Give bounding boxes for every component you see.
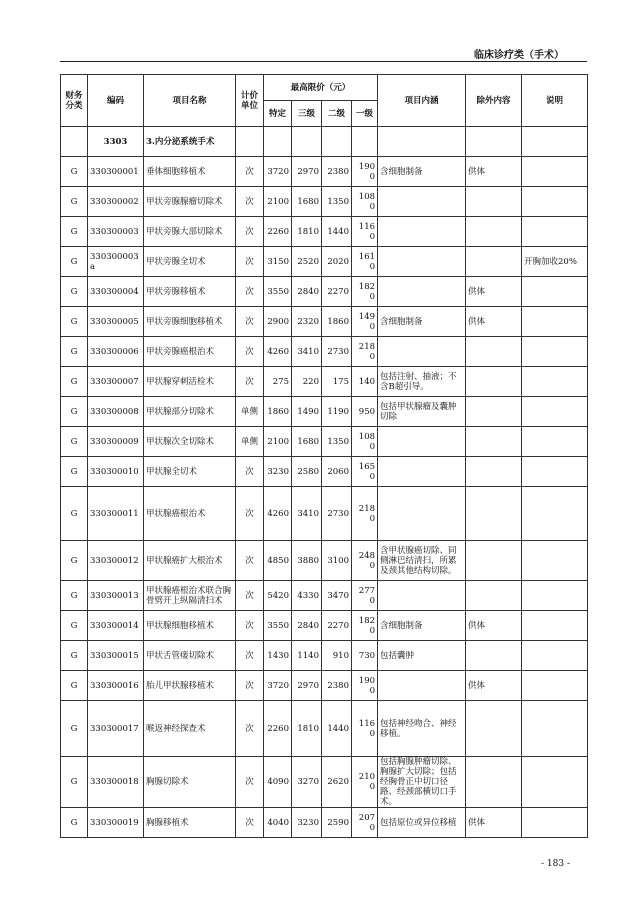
code-cell: 330300016 — [88, 671, 144, 701]
price-level1-cell: 2480 — [352, 541, 378, 581]
notes-cell — [522, 541, 588, 581]
code-cell: 330300003 — [88, 217, 144, 247]
notes-cell — [522, 187, 588, 217]
price-level2-cell: 2620 — [322, 757, 352, 808]
excluded-cell: 供体 — [466, 611, 522, 641]
content-cell — [378, 247, 466, 277]
code-cell: 330300018 — [88, 757, 144, 808]
price-level2-cell: 1440 — [322, 217, 352, 247]
price-level2-cell: 2270 — [322, 611, 352, 641]
header-level1: 一级 — [352, 101, 378, 127]
notes-cell — [522, 701, 588, 757]
excluded-cell — [466, 367, 522, 397]
excluded-cell: 供体 — [466, 277, 522, 307]
category-cell: G — [61, 187, 88, 217]
name-cell: 甲状旁腺癌根治术 — [144, 337, 236, 367]
table-row — [61, 427, 588, 457]
notes-cell — [522, 217, 588, 247]
price-level3-cell: 2840 — [292, 277, 322, 307]
code-cell: 330300001 — [88, 157, 144, 187]
price-level2-cell: 2730 — [322, 337, 352, 367]
header-level3: 三级 — [292, 101, 322, 127]
excluded-cell — [466, 757, 522, 808]
header-price-group: 最高限价（元） — [264, 75, 378, 101]
unit-cell: 次 — [236, 641, 264, 671]
excluded-cell — [466, 701, 522, 757]
price-special-cell: 3550 — [264, 611, 292, 641]
price-level3-cell: 1490 — [292, 397, 322, 427]
notes-cell — [522, 487, 588, 541]
price-special-cell: 4040 — [264, 808, 292, 838]
code-cell: 330300002 — [88, 187, 144, 217]
price-special-cell: 2900 — [264, 307, 292, 337]
table-row — [61, 671, 588, 701]
price-level3-cell: 2840 — [292, 611, 322, 641]
category-cell: G — [61, 397, 88, 427]
notes-cell — [522, 808, 588, 838]
price-level3-cell: 2520 — [292, 247, 322, 277]
page-number: - 183 - — [541, 859, 570, 869]
excluded-cell — [466, 187, 522, 217]
notes-cell — [522, 611, 588, 641]
unit-cell: 次 — [236, 337, 264, 367]
notes-cell — [522, 671, 588, 701]
price-level3-cell: 1140 — [292, 641, 322, 671]
content-cell — [378, 487, 466, 541]
name-cell: 甲状旁腺腺瘤切除术 — [144, 187, 236, 217]
content-cell: 包括注射、抽液；不含B超引导。 — [378, 367, 466, 397]
name-cell: 甲状腺细胞移植术 — [144, 611, 236, 641]
code-cell: 330300015 — [88, 641, 144, 671]
price-level3-cell: 2580 — [292, 457, 322, 487]
price-special-cell: 4090 — [264, 757, 292, 808]
name-cell: 喉返神经探查术 — [144, 701, 236, 757]
price-level1-cell: 1080 — [352, 427, 378, 457]
price-level2-cell: 1350 — [322, 187, 352, 217]
price-level3-cell: 1810 — [292, 701, 322, 757]
price-special-cell: 4260 — [264, 487, 292, 541]
price-level3-cell: 1810 — [292, 217, 322, 247]
price-level1-cell: 730 — [352, 641, 378, 671]
name-cell: 甲状腺癌扩大根治术 — [144, 541, 236, 581]
notes-cell — [522, 397, 588, 427]
price-special-cell: 4850 — [264, 541, 292, 581]
table-row — [61, 337, 588, 367]
code-cell: 330300004 — [88, 277, 144, 307]
price-level3-cell: 4330 — [292, 581, 322, 611]
unit-cell: 次 — [236, 217, 264, 247]
notes-cell — [522, 277, 588, 307]
price-level3-cell: 2970 — [292, 157, 322, 187]
unit-cell: 次 — [236, 757, 264, 808]
excluded-cell: 供体 — [466, 671, 522, 701]
notes-cell — [522, 757, 588, 808]
excluded-cell — [466, 247, 522, 277]
price-level2-cell: 1440 — [322, 701, 352, 757]
table-row — [61, 611, 588, 641]
price-level1-cell: 2180 — [352, 487, 378, 541]
category-cell: G — [61, 487, 88, 541]
price-special-cell: 2260 — [264, 217, 292, 247]
code-cell: 330300012 — [88, 541, 144, 581]
table-row — [61, 367, 588, 397]
price-special-cell: 3150 — [264, 247, 292, 277]
unit-cell: 单侧 — [236, 397, 264, 427]
unit-cell: 次 — [236, 457, 264, 487]
table-row — [61, 701, 588, 757]
price-level1-cell: 140 — [352, 367, 378, 397]
unit-cell: 次 — [236, 307, 264, 337]
price-level2-cell: 1190 — [322, 397, 352, 427]
content-cell — [378, 671, 466, 701]
price-special-cell: 2260 — [264, 701, 292, 757]
price-special-cell: 1860 — [264, 397, 292, 427]
content-cell — [378, 581, 466, 611]
code-cell: 330300019 — [88, 808, 144, 838]
excluded-cell — [466, 427, 522, 457]
price-level3-cell: 3410 — [292, 487, 322, 541]
excluded-cell — [466, 337, 522, 367]
excluded-cell — [466, 641, 522, 671]
price-level3-cell: 2970 — [292, 671, 322, 701]
name-cell: 甲状腺全切术 — [144, 457, 236, 487]
category-cell: G — [61, 671, 88, 701]
excluded-cell — [466, 487, 522, 541]
code-cell: 330300013 — [88, 581, 144, 611]
table-row — [61, 247, 588, 277]
category-cell: G — [61, 808, 88, 838]
code-cell: 330300009 — [88, 427, 144, 457]
content-cell: 含细胞制备 — [378, 157, 466, 187]
name-cell: 甲状腺癌根治术联合胸骨劈开上纵隔清扫术 — [144, 581, 236, 611]
price-level3-cell: 1680 — [292, 427, 322, 457]
category-cell: G — [61, 581, 88, 611]
price-special-cell: 3720 — [264, 671, 292, 701]
unit-cell: 次 — [236, 367, 264, 397]
content-cell — [378, 187, 466, 217]
unit-cell: 次 — [236, 808, 264, 838]
price-level2-cell: 3100 — [322, 541, 352, 581]
unit-cell: 次 — [236, 701, 264, 757]
code-cell: 330300005 — [88, 307, 144, 337]
category-cell: G — [61, 641, 88, 671]
price-special-cell: 275 — [264, 367, 292, 397]
price-level1-cell: 950 — [352, 397, 378, 427]
notes-cell — [522, 641, 588, 671]
price-level3-cell: 3410 — [292, 337, 322, 367]
price-level2-cell: 2730 — [322, 487, 352, 541]
category-cell: G — [61, 457, 88, 487]
notes-cell — [522, 157, 588, 187]
table-row — [61, 641, 588, 671]
price-level1-cell: 1900 — [352, 671, 378, 701]
table-row — [61, 217, 588, 247]
section-name: 3.内分泌系统手术 — [144, 127, 236, 157]
price-level2-cell: 2380 — [322, 157, 352, 187]
code-cell: 330300008 — [88, 397, 144, 427]
category-cell: G — [61, 217, 88, 247]
price-level2-cell: 1350 — [322, 427, 352, 457]
unit-cell: 次 — [236, 157, 264, 187]
price-level1-cell: 2100 — [352, 757, 378, 808]
price-level3-cell: 220 — [292, 367, 322, 397]
price-level1-cell: 1160 — [352, 701, 378, 757]
unit-cell: 单侧 — [236, 427, 264, 457]
price-level2-cell: 1860 — [322, 307, 352, 337]
code-cell: 330300003a — [88, 247, 144, 277]
notes-cell — [522, 427, 588, 457]
header-excluded: 除外内容 — [466, 75, 522, 127]
name-cell: 胸腺移植术 — [144, 808, 236, 838]
name-cell: 甲状腺穿刺活检术 — [144, 367, 236, 397]
content-cell: 包括胸腺肿瘤切除、胸腺扩大切除；包括经胸骨正中切口径路、经颈部横切口手术。 — [378, 757, 466, 808]
price-level1-cell: 1610 — [352, 247, 378, 277]
price-level1-cell: 1650 — [352, 457, 378, 487]
price-special-cell: 3550 — [264, 277, 292, 307]
excluded-cell: 供体 — [466, 808, 522, 838]
content-cell: 包括原位或异位移植 — [378, 808, 466, 838]
notes-cell — [522, 457, 588, 487]
table-row — [61, 397, 588, 427]
name-cell: 甲状腺癌根治术 — [144, 487, 236, 541]
content-cell — [378, 337, 466, 367]
price-special-cell: 4260 — [264, 337, 292, 367]
unit-cell: 次 — [236, 671, 264, 701]
name-cell: 甲状腺部分切除术 — [144, 397, 236, 427]
content-cell: 含细胞制备 — [378, 307, 466, 337]
unit-cell: 次 — [236, 581, 264, 611]
category-cell: G — [61, 277, 88, 307]
price-level1-cell: 1490 — [352, 307, 378, 337]
unit-cell: 次 — [236, 487, 264, 541]
content-cell — [378, 457, 466, 487]
excluded-cell — [466, 457, 522, 487]
content-cell: 包括甲状腺瘤及囊肿切除 — [378, 397, 466, 427]
table-row — [61, 541, 588, 581]
price-special-cell: 2100 — [264, 427, 292, 457]
table-row — [61, 581, 588, 611]
code-cell: 330300006 — [88, 337, 144, 367]
unit-cell: 次 — [236, 277, 264, 307]
price-level3-cell: 1680 — [292, 187, 322, 217]
name-cell: 胎儿甲状腺移植术 — [144, 671, 236, 701]
category-cell: G — [61, 757, 88, 808]
excluded-cell: 供体 — [466, 157, 522, 187]
price-special-cell: 5420 — [264, 581, 292, 611]
code-cell: 330300014 — [88, 611, 144, 641]
header-content: 项目内涵 — [378, 75, 466, 127]
content-cell: 含细胞制备 — [378, 611, 466, 641]
price-special-cell: 3720 — [264, 157, 292, 187]
fee-table — [60, 74, 588, 838]
name-cell: 甲状腺次全切除术 — [144, 427, 236, 457]
content-cell — [378, 277, 466, 307]
unit-cell: 次 — [236, 541, 264, 581]
content-cell — [378, 427, 466, 457]
section-code: 3303 — [88, 127, 144, 157]
price-level1-cell: 2770 — [352, 581, 378, 611]
price-level1-cell: 1820 — [352, 277, 378, 307]
price-level2-cell: 2380 — [322, 671, 352, 701]
header-unit: 计价单位 — [236, 75, 264, 127]
price-level3-cell: 3230 — [292, 808, 322, 838]
code-cell: 330300010 — [88, 457, 144, 487]
name-cell: 垂体细胞移植术 — [144, 157, 236, 187]
category-cell: G — [61, 611, 88, 641]
header-name: 项目名称 — [144, 75, 236, 127]
price-level3-cell: 3880 — [292, 541, 322, 581]
excluded-cell — [466, 541, 522, 581]
table-row — [61, 307, 588, 337]
price-level2-cell: 910 — [322, 641, 352, 671]
category-cell: G — [61, 367, 88, 397]
name-cell: 甲状舌管瘘切除术 — [144, 641, 236, 671]
price-level2-cell: 3470 — [322, 581, 352, 611]
table-row — [61, 157, 588, 187]
code-cell: 330300017 — [88, 701, 144, 757]
unit-cell: 次 — [236, 611, 264, 641]
category-cell: G — [61, 701, 88, 757]
price-level1-cell: 1900 — [352, 157, 378, 187]
excluded-cell — [466, 217, 522, 247]
header-code: 编码 — [88, 75, 144, 127]
content-cell: 包括囊肿 — [378, 641, 466, 671]
unit-cell: 次 — [236, 187, 264, 217]
table-row — [61, 277, 588, 307]
code-cell: 330300007 — [88, 367, 144, 397]
page-header-title: 临床诊疗类（手术） — [474, 50, 564, 61]
price-level1-cell: 1820 — [352, 611, 378, 641]
category-cell: G — [61, 247, 88, 277]
name-cell: 甲状旁腺全切术 — [144, 247, 236, 277]
unit-cell: 次 — [236, 247, 264, 277]
price-level2-cell: 175 — [322, 367, 352, 397]
price-level2-cell: 2590 — [322, 808, 352, 838]
table-row — [61, 457, 588, 487]
code-cell: 330300011 — [88, 487, 144, 541]
price-special-cell: 2100 — [264, 187, 292, 217]
notes-cell — [522, 337, 588, 367]
excluded-cell — [466, 397, 522, 427]
table-row — [61, 757, 588, 808]
header-special: 特定 — [264, 101, 292, 127]
excluded-cell — [466, 581, 522, 611]
price-level1-cell: 1160 — [352, 217, 378, 247]
notes-cell — [522, 307, 588, 337]
section-row — [61, 127, 588, 157]
name-cell: 甲状旁腺移植术 — [144, 277, 236, 307]
notes-cell — [522, 367, 588, 397]
name-cell: 胸腺切除术 — [144, 757, 236, 808]
table-row — [61, 808, 588, 838]
content-cell — [378, 217, 466, 247]
price-level1-cell: 2070 — [352, 808, 378, 838]
content-cell: 包括神经吻合、神经移植。 — [378, 701, 466, 757]
header-category: 财务分类 — [61, 75, 88, 127]
excluded-cell: 供体 — [466, 307, 522, 337]
header-notes: 说明 — [522, 75, 588, 127]
notes-cell — [522, 581, 588, 611]
header-level2: 二级 — [322, 101, 352, 127]
price-level3-cell: 3270 — [292, 757, 322, 808]
price-level2-cell: 2020 — [322, 247, 352, 277]
category-cell: G — [61, 541, 88, 581]
content-cell: 含甲状腺癌切除、同侧淋巴结清扫，所累及颈其他结构切除。 — [378, 541, 466, 581]
notes-cell: 开胸加收20% — [522, 247, 588, 277]
name-cell: 甲状旁腺细胞移植术 — [144, 307, 236, 337]
name-cell: 甲状旁腺大部切除术 — [144, 217, 236, 247]
header-rule — [60, 61, 587, 62]
category-cell: G — [61, 307, 88, 337]
price-special-cell: 1430 — [264, 641, 292, 671]
category-cell: G — [61, 427, 88, 457]
category-cell: G — [61, 157, 88, 187]
price-level3-cell: 2320 — [292, 307, 322, 337]
price-level2-cell: 2060 — [322, 457, 352, 487]
price-special-cell: 3230 — [264, 457, 292, 487]
price-level1-cell: 1080 — [352, 187, 378, 217]
table-row — [61, 187, 588, 217]
table-row — [61, 487, 588, 541]
category-cell: G — [61, 337, 88, 367]
price-level1-cell: 2180 — [352, 337, 378, 367]
price-level2-cell: 2270 — [322, 277, 352, 307]
